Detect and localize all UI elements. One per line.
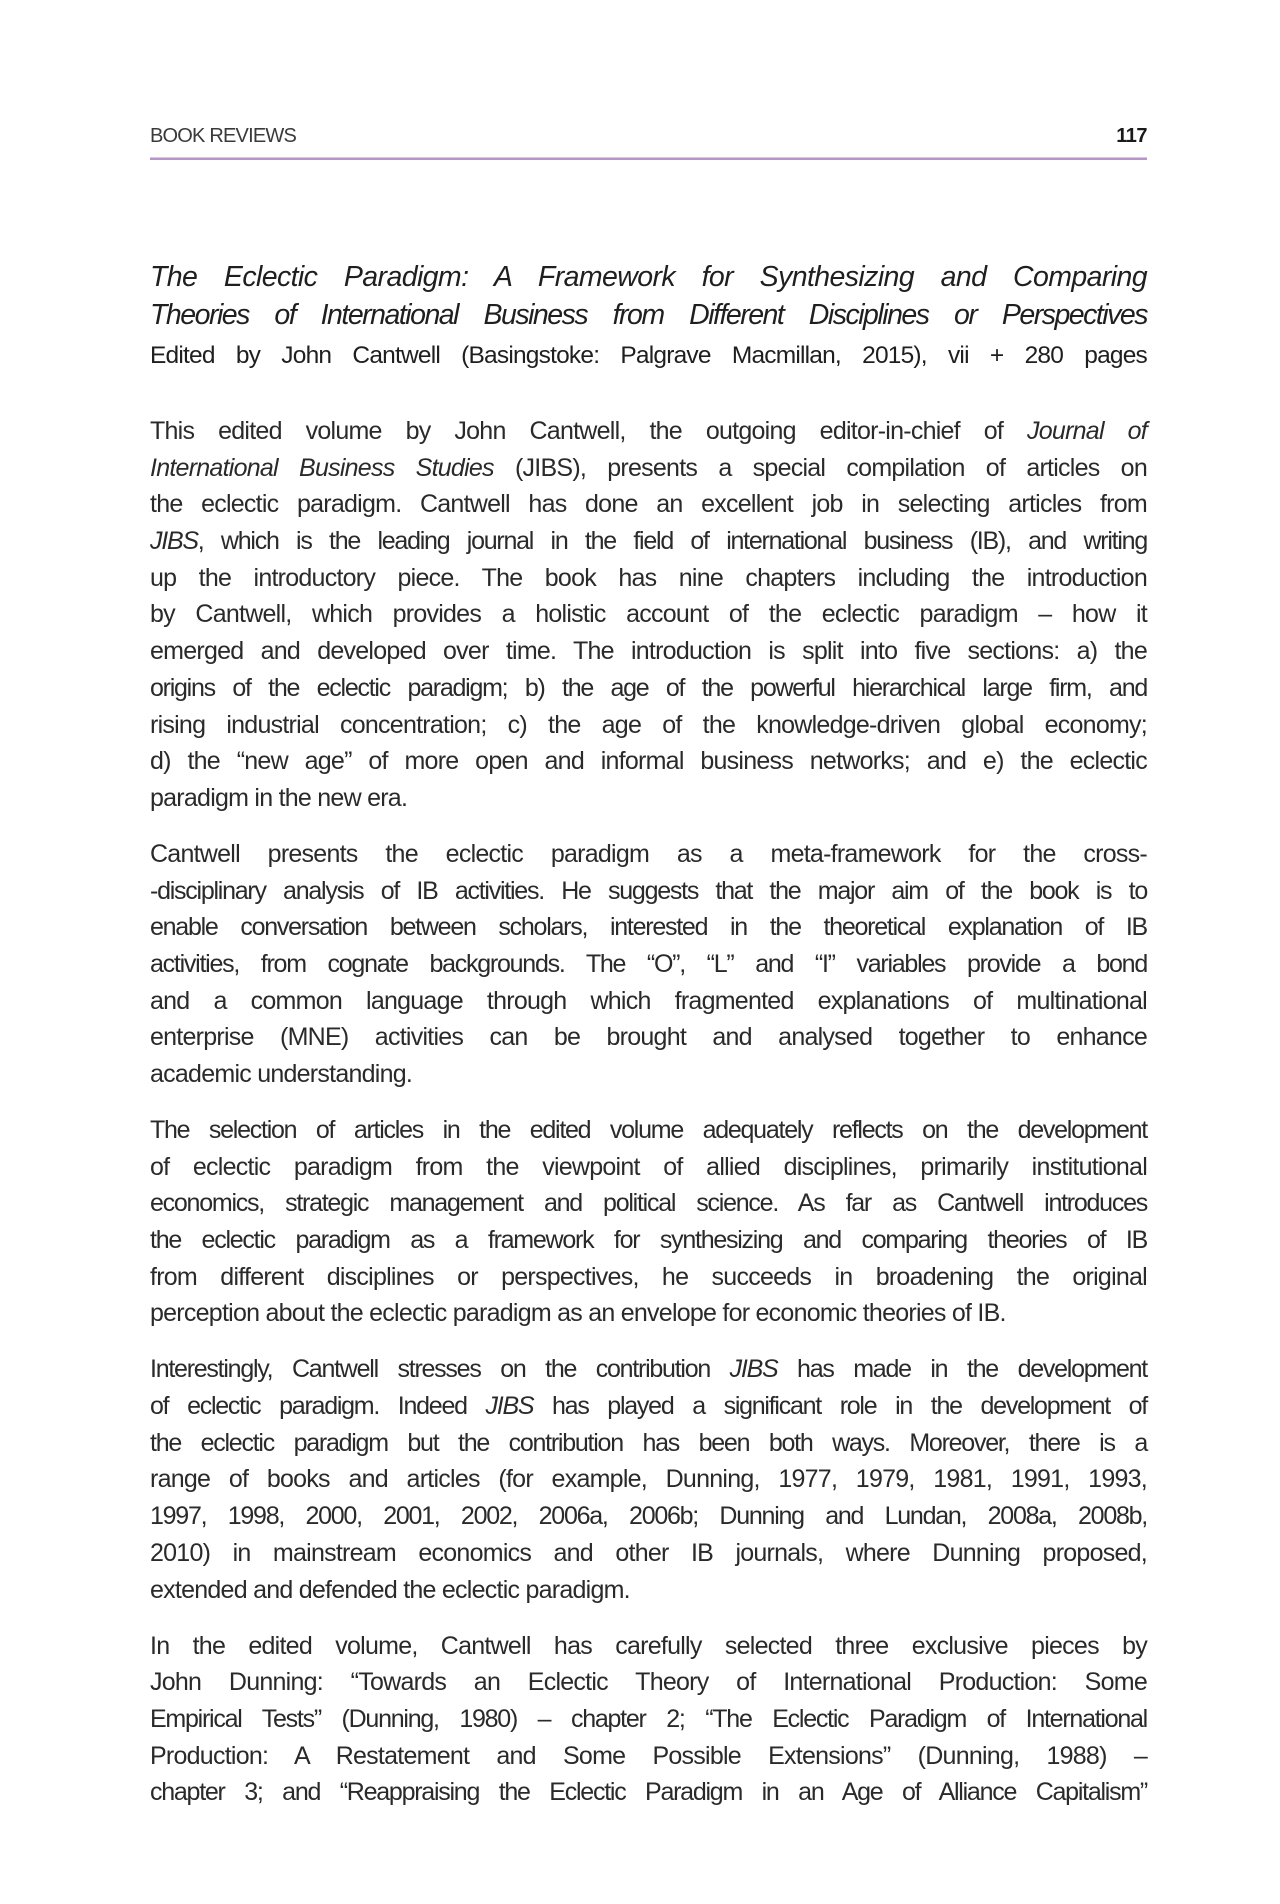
page-number: 117 xyxy=(1116,125,1147,147)
text-run: emerged and developed over time. The introduction is split into five sections: a) the xyxy=(150,637,1147,666)
text-line xyxy=(150,1461,1147,1498)
text-run: and a common language through which fragmented explanations of multinational xyxy=(150,986,1147,1015)
review-paragraph xyxy=(150,413,1147,817)
text-run: economics, strategic management and political science. As far as Cantwell introduces xyxy=(150,1189,1147,1218)
text-run: Cantwell presents the eclectic paradigm as a meta-framework for the cross- xyxy=(150,839,1147,868)
text-run: has made in the development xyxy=(777,1355,1147,1384)
text-line xyxy=(150,596,1147,633)
review-paragraph xyxy=(150,1351,1147,1608)
text-line xyxy=(150,1351,1147,1388)
text-run: by Cantwell, which provides a holistic account of the eclectic paradigm – how it xyxy=(150,600,1147,629)
text-run: range of books and articles (for example, Dunning, 1977, 1979, 1981, 1991, 1993, xyxy=(150,1465,1147,1494)
text-run: 1997, 1998, 2000, 2001, 2002, 2006a, 2006b; Dunning and Lundan, 2008a, 2008b, xyxy=(150,1502,1147,1531)
text-line xyxy=(150,1149,1147,1186)
text-line xyxy=(150,1019,1147,1056)
italic-text: Journal of xyxy=(1027,417,1148,445)
text-line xyxy=(150,1056,1147,1093)
text-line xyxy=(150,780,1147,817)
text-run: John Dunning: “Towards an Eclectic Theory of International Production: Some xyxy=(150,1668,1147,1697)
text-line xyxy=(150,1259,1147,1296)
running-head-section: BOOK REVIEWS xyxy=(150,125,296,147)
book-bibliographic-info: Edited by John Cantwell (Basingstoke: Palgrave Macmillan, 2015), vii + 280 pages xyxy=(150,342,1147,369)
text-line xyxy=(150,1535,1147,1572)
italic-text: JIBS xyxy=(729,1355,778,1384)
text-run: origins of the eclectic paradigm; b) the age of the powerful hierarchical large firm, and xyxy=(150,673,1147,702)
review-paragraph xyxy=(150,836,1147,1093)
text-run: This edited volume by John Cantwell, the outgoing editor-in-chief of xyxy=(150,417,1028,445)
text-line xyxy=(150,1425,1147,1462)
text-line xyxy=(150,909,1147,946)
text-run: from different disciplines or perspectives, he succeeds in broadening the original xyxy=(150,1262,1147,1291)
text-line xyxy=(150,1738,1147,1775)
text-run: d) the “new age” of more open and informal business networks; and e) the eclectic xyxy=(150,747,1147,776)
text-line xyxy=(150,633,1147,670)
text-line xyxy=(150,523,1147,560)
text-run: -disciplinary analysis of IB activities. He suggests that the major aim of the book is to xyxy=(150,876,1147,905)
text-line xyxy=(150,983,1147,1020)
text-run: extended and defended the eclectic paradigm. xyxy=(150,1575,630,1604)
text-line xyxy=(150,670,1147,707)
italic-text: International Business Studies xyxy=(150,453,494,482)
header-rule xyxy=(150,157,1147,160)
text-line xyxy=(150,707,1147,744)
text-run: the eclectic paradigm. Cantwell has done an excellent job in selecting articles from xyxy=(150,490,1147,519)
text-run: Empirical Tests” (Dunning, 1980) – chapter 2; “The Eclectic Paradigm of International xyxy=(150,1704,1147,1733)
text-run: 2010) in mainstream economics and other IB journals, where Dunning proposed, xyxy=(150,1538,1147,1567)
text-line xyxy=(150,560,1147,597)
text-run: activities, from cognate backgrounds. The “O”, “L” and “I” variables provide a bond xyxy=(150,949,1147,978)
text-run: paradigm in the new era. xyxy=(150,783,408,812)
text-line xyxy=(150,1185,1147,1222)
italic-text: JIBS xyxy=(485,1392,534,1421)
review-paragraph xyxy=(150,1628,1147,1811)
text-run: The selection of articles in the edited volume adequately reflects on the development xyxy=(150,1115,1147,1144)
text-line xyxy=(150,1498,1147,1535)
text-run: chapter 3; and “Reappraising the Eclectic Paradigm in an Age of Alliance Capitalism” xyxy=(150,1778,1147,1807)
text-line xyxy=(150,1774,1147,1811)
text-run: of eclectic paradigm from the viewpoint of allied disciplines, primarily institutional xyxy=(150,1152,1147,1181)
text-line xyxy=(150,486,1147,523)
text-run: In the edited volume, Cantwell has carefully selected three exclusive pieces by xyxy=(150,1631,1147,1660)
text-line xyxy=(150,1701,1147,1738)
text-run: Interestingly, Cantwell stresses on the contribution xyxy=(150,1355,730,1384)
text-line xyxy=(150,836,1147,873)
book-title-line-2: Theories of International Business from Different Disciplines or Perspectives xyxy=(150,299,1147,331)
text-run: , which is the leading journal in the field of international business (IB), and writing xyxy=(197,527,1147,556)
text-run: (JIBS), presents a special compilation of articles on xyxy=(493,453,1147,482)
text-run: enterprise (MNE) activities can be brought and analysed together to enhance xyxy=(150,1023,1147,1052)
text-run: has played a significant role in the development of xyxy=(533,1392,1147,1421)
text-run: Production: A Restatement and Some Possible Extensions” (Dunning, 1988) – xyxy=(150,1741,1147,1770)
text-line xyxy=(150,1295,1147,1332)
text-run: up the introductory piece. The book has nine chapters including the introduction xyxy=(150,563,1147,592)
text-line xyxy=(150,873,1147,910)
italic-text: JIBS xyxy=(150,527,198,556)
text-line xyxy=(150,1572,1147,1609)
text-run: enable conversation between scholars, interested in the theoretical explanation of IB xyxy=(150,913,1147,942)
text-line xyxy=(150,1388,1147,1425)
text-run: of eclectic paradigm. Indeed xyxy=(150,1392,486,1421)
text-line xyxy=(150,1664,1147,1701)
text-line xyxy=(150,450,1147,487)
text-run: the eclectic paradigm as a framework for synthesizing and comparing theories of IB xyxy=(150,1226,1147,1255)
book-title-line-1: The Eclectic Paradigm: A Framework for Synthesizing and Comparing xyxy=(150,261,1147,293)
text-run: perception about the eclectic paradigm as an envelope for economic theories of IB. xyxy=(150,1299,1006,1328)
text-line xyxy=(150,743,1147,780)
text-run: rising industrial concentration; c) the age of the knowledge-driven global economy; xyxy=(150,710,1147,739)
text-line xyxy=(150,946,1147,983)
text-line xyxy=(150,1628,1147,1665)
review-heading xyxy=(150,258,1147,373)
text-line xyxy=(150,413,1147,450)
text-line xyxy=(150,1222,1147,1259)
review-body xyxy=(150,413,1147,1830)
review-paragraph xyxy=(150,1112,1147,1332)
text-line xyxy=(150,1112,1147,1149)
text-run: the eclectic paradigm but the contribution has been both ways. Moreover, there is a xyxy=(150,1428,1147,1457)
text-run: academic understanding. xyxy=(150,1059,413,1088)
running-head xyxy=(150,120,1147,148)
